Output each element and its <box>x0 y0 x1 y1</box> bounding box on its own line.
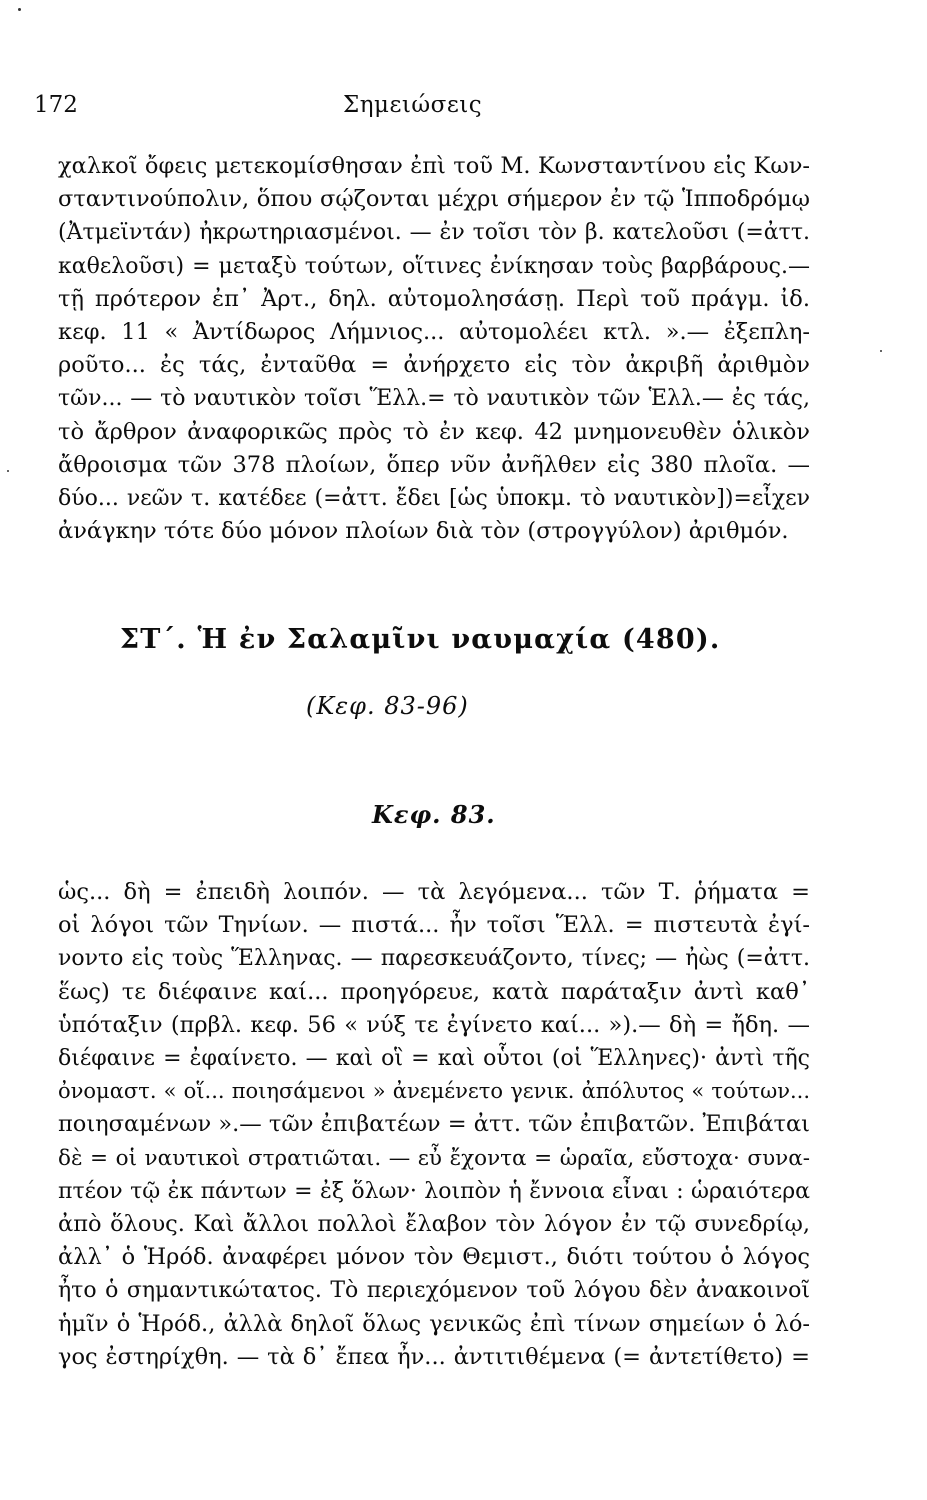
print-speck <box>7 470 9 472</box>
text-line: ἀλλ᾽ ὁ Ἡρόδ. ἀναφέρει μόνον τὸν Θεμιστ., διότι τούτου ὁ λόγος <box>58 1244 810 1271</box>
text-line: νοντο εἰς τοὺς Ἕλληνας. — παρεσκευάζοντο, τίνες; — ἠὼς (=ἀττ. <box>58 946 810 972</box>
text-line: τῇ πρότερον ἐπ᾽ Ἀρτ., δηλ. αὐτομολησάσῃ. Περὶ τοῦ πράγμ. ἰδ. <box>58 285 810 312</box>
text-line: ποιησαμένων ».— τῶν ἐπιβατέων = ἀττ. τῶν ἐπιβατῶν. Ἐπιβάται <box>58 1111 810 1138</box>
text-line: κεφ. 11 « Ἀντίδωρος Λήμνιος... αὐτομολέει κτλ. ».— ἐξεπλη- <box>58 319 810 346</box>
text-line: οἱ λόγοι τῶν Τηνίων. — πιστά... ἦν τοῖσι Ἕλλ. = πιστευτὰ ἐγί- <box>58 912 810 939</box>
page-number: 172 <box>34 92 78 118</box>
text-line: τῶν... — τὸ ναυτικὸν τοῖσι Ἕλλ.= τὸ ναυτικὸν τῶν Ἑλλ.— ἐς τάς, <box>58 386 810 412</box>
text-line: ὀνομαστ. « οἵ... ποιησάμενοι » ἀνεμένετο γενικ. ἀπόλυτος « τούτων... <box>58 1079 810 1104</box>
print-speck <box>880 350 882 352</box>
notes-paragraph-2 <box>58 876 810 1374</box>
chapter-heading: Κεφ. 83. <box>372 800 496 829</box>
text-line: σταντινούπολιν, ὅπου σῴζονται μέχρι σήμερον ἐν τῷ Ἱπποδρόμῳ <box>58 186 810 213</box>
text-line: ἕως) τε διέφαινε καί... προηγόρευε, κατὰ παράταξιν ἀντὶ καθ᾽ <box>58 978 810 1005</box>
text-line: πτέον τῷ ἐκ πάντων = ἐξ ὅλων· λοιπὸν ἡ ἔννοια εἶναι : ὡραιότερα <box>58 1178 810 1204</box>
text-line: διέφαινε = ἐφαίνετο. — καὶ οἳ = καὶ οὗτοι (οἱ Ἕλληνες)· ἀντὶ τῆς <box>58 1046 810 1072</box>
text-line: δύο... νεῶν τ. κατέδεε (=ἀττ. ἔδει [ὡς ὑποκμ. τὸ ναυτικὸν])=εἶχεν <box>58 486 810 512</box>
text-line: γος ἐστηρίχθη. — τὰ δ᾽ ἔπεα ἦν... ἀντιτιθέμενα (= ἀντετίθετο) = <box>58 1343 810 1370</box>
text-line: δὲ = οἱ ναυτικοὶ στρατιῶται. — εὖ ἔχοντα = ὡραῖα, εὔστοχα· συνα- <box>58 1145 810 1171</box>
text-line: ὡς... δὴ = ἐπειδὴ λοιπόν. — τὰ λεγόμενα... τῶν Τ. ῥήματα = <box>58 879 810 905</box>
text-line: ἦτο ὁ σημαντικώτατος. Τὸ περιεχόμενον τοῦ λόγου δὲν ἀνακοινοῖ <box>58 1278 810 1304</box>
print-speck <box>18 8 21 11</box>
text-line: ὑπόταξιν (πρβλ. κεφ. 56 « νύξ τε ἐγίνετο καί... »).— δὴ = ἤδη. — <box>58 1011 810 1038</box>
section-subtitle: (Κεφ. 83-96) <box>306 692 469 720</box>
text-line: ἀνάγκην τότε δύο μόνον πλοίων διὰ τὸν (στρογγύλον) ἀριθμόν. <box>58 518 789 545</box>
text-line: ἀπὸ ὅλους. Καὶ ἄλλοι πολλοὶ ἔλαβον τὸν λόγον ἐν τῷ συνεδρίῳ, <box>58 1211 810 1238</box>
text-line: ἄθροισμα τῶν 378 πλοίων, ὅπερ νῦν ἀνῆλθεν εἰς 380 πλοῖα. — <box>58 451 810 478</box>
text-line: τὸ ἄρθρον ἀναφορικῶς πρὸς τὸ ἐν κεφ. 42 μνημονευθὲν ὁλικὸν <box>58 418 810 445</box>
section-title: ΣΤ΄. Ἡ ἐν Σαλαμῖνι ναυμαχία (480). <box>120 624 721 655</box>
text-line: (Ἀτμεϊντάν) ἠκρωτηριασμένοι. — ἐν τοῖσι τὸν β. κατελοῦσι (=ἀττ. <box>58 220 810 246</box>
running-title: Σημειώσεις <box>343 92 483 118</box>
text-line: χαλκοῖ ὄφεις μετεκομίσθησαν ἐπὶ τοῦ Μ. Κωνσταντίνου εἰς Κων- <box>58 153 810 179</box>
text-line: ροῦτο... ἐς τάς, ἐνταῦθα = ἀνήρχετο εἰς τὸν ἀκριβῆ ἀριθμὸν <box>58 352 810 379</box>
text-line: ἡμῖν ὁ Ἡρόδ., ἀλλὰ δηλοῖ ὅλως γενικῶς ἐπὶ τίνων σημείων ὁ λό- <box>58 1310 810 1337</box>
text-line: καθελοῦσι) = μεταξὺ τούτων, οἵτινες ἐνίκησαν τοὺς βαρβάρους.— <box>58 253 810 279</box>
notes-paragraph-1 <box>58 150 810 548</box>
